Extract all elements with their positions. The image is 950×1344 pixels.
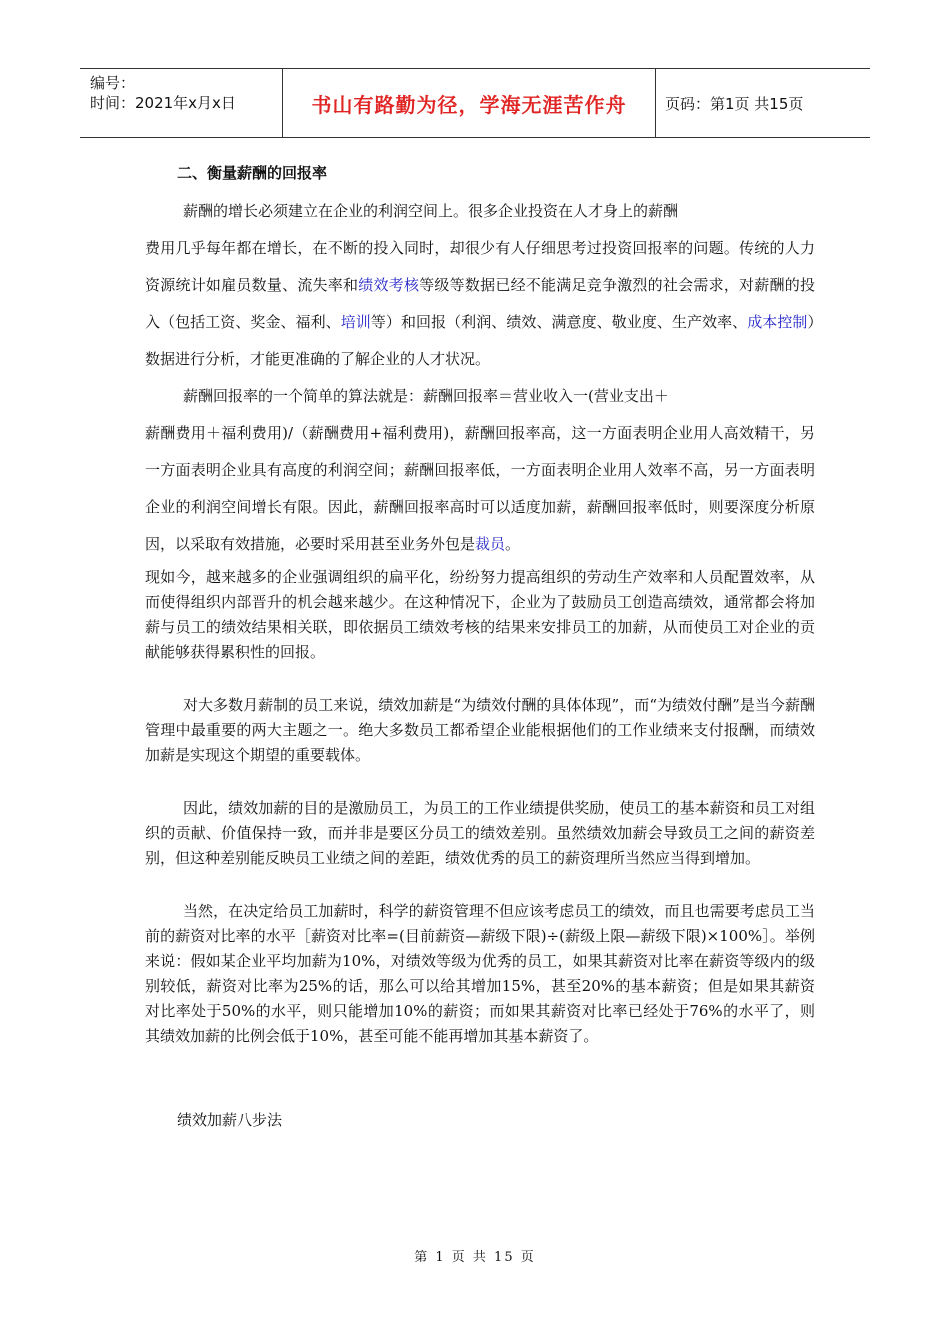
page-header [80,68,870,138]
para-text: ）数据进行分析，才能更准确的了解企业的人才状况。 [145,313,815,368]
subsection-heading: 绩效加薪八步法 [177,1111,283,1129]
para-text: 薪酬费用＋福利费用)/（薪酬费用+福利费用)，薪酬回报率高，这一方面表明企业用人高效精干，另一方面表明企业具有高度的利润空间；薪酬回报率低，一方面表明企业用人效率不高，另一方面表明企业的利润空间增长有限。因此，薪酬回报率高时可以适度加薪，薪酬回报率低时，则要深度分析原因，以采取有效措施，必要时采用甚至业务外包是 [145,424,815,553]
paragraph-compa-ratio: 当然，在决定给员工加薪时，科学的薪资管理不但应该考虑员工的绩效，而且也需要考虑员工当前的薪资对比率的水平［薪资对比率=(目前薪资—薪级下限)÷(薪级上限—薪级下限)×100%］。举例来说：假如某企业平均加薪为10%，对绩效等级为优秀的员工，如果其薪资对比率在薪资等级内的级别较低，薪资对比率为25%的话，那么可以给其增加15%，甚至20%的基本薪资；但是如果其薪资对比率处于50%的水平，则只能增加10%的薪资；而如果其薪资对比率已经处于76%的水平了，则其绩效加薪的比例会低于10%，甚至可能不能再增加其基本薪资了。 [145,902,815,1045]
paragraph-purpose: 因此，绩效加薪的目的是激励员工，为员工的工作业绩提供奖励，使员工的基本薪资和员工对组织的贡献、价值保持一致，而并非是要区分员工的绩效差别。虽然绩效加薪会导致员工之间的薪资差别，但这种差别能反映员工业绩之间的差距，绩效优秀的员工的薪资理所当然应当得到增加。 [145,799,815,867]
paragraph-merit-pay: 对大多数月薪制的员工来说，绩效加薪是“为绩效付酬的具体体现”，而“为绩效付酬”是当今薪酬管理中最重要的两大主题之一。绝大多数员工都希望企业能根据他们的工作业绩来支付报酬，而绩效加薪是实现这个期望的重要载体。 [145,696,815,764]
header-meta [90,73,280,113]
para-text: 等级等数据已经不能满足竞争激烈的社会需求，对薪酬的投入（包括工资、奖金、福利、 [145,276,815,331]
para-text: 费用几乎每年都在增长，在不断的投入同时，却很少有人仔细思考过投资回报率的问题。传统的人力资源统计如雇员数量、流失率和 [145,239,815,294]
doc-date-label: 时间：2021年x月x日 [90,94,236,112]
section-title: 二、衡量薪酬的回报率 [177,164,328,182]
header-divider [655,69,656,137]
doc-number-label: 编号： [90,74,136,92]
header-motto: 书山有路勤为径，学海无涯苦作舟 [311,92,627,117]
paragraph-return-formula [145,378,815,563]
paragraph-flat-organization: 现如今，越来越多的企业强调组织的扁平化，纷纷努力提高组织的劳动生产效率和人员配置效率，从而使得组织内部晋升的机会越来越少。在这种情况下，企业为了鼓励员工创造高绩效，通常都会将加薪与员工的绩效结果相关联，即依据员工绩效考核的结果来安排员工的加薪，从而使员工对企业的贡献能够获得累积性的回报。 [145,568,815,661]
link-performance-appraisal[interactable]: 绩效考核 [358,276,420,294]
header-page-label: 页码：第1页 共15页 [665,95,804,113]
link-training[interactable]: 培训 [340,313,371,331]
document-body [145,150,815,1130]
link-layoff[interactable]: 裁员 [475,535,506,553]
link-cost-control[interactable]: 成本控制 [747,313,808,331]
para-text: 薪酬回报率的一个简单的算法就是：薪酬回报率＝营业收入一(营业支出＋ [183,387,669,405]
paragraph-salary-growth [145,193,815,378]
page-footer: 第 1 页 共 15 页 [414,1250,536,1265]
para-text: 薪酬的增长必须建立在企业的利润空间上。很多企业投资在人才身上的薪酬 [183,202,679,220]
para-text: 等）和回报（利润、绩效、满意度、敬业度、生产效率、 [370,313,748,331]
para-text: 。 [505,535,521,553]
